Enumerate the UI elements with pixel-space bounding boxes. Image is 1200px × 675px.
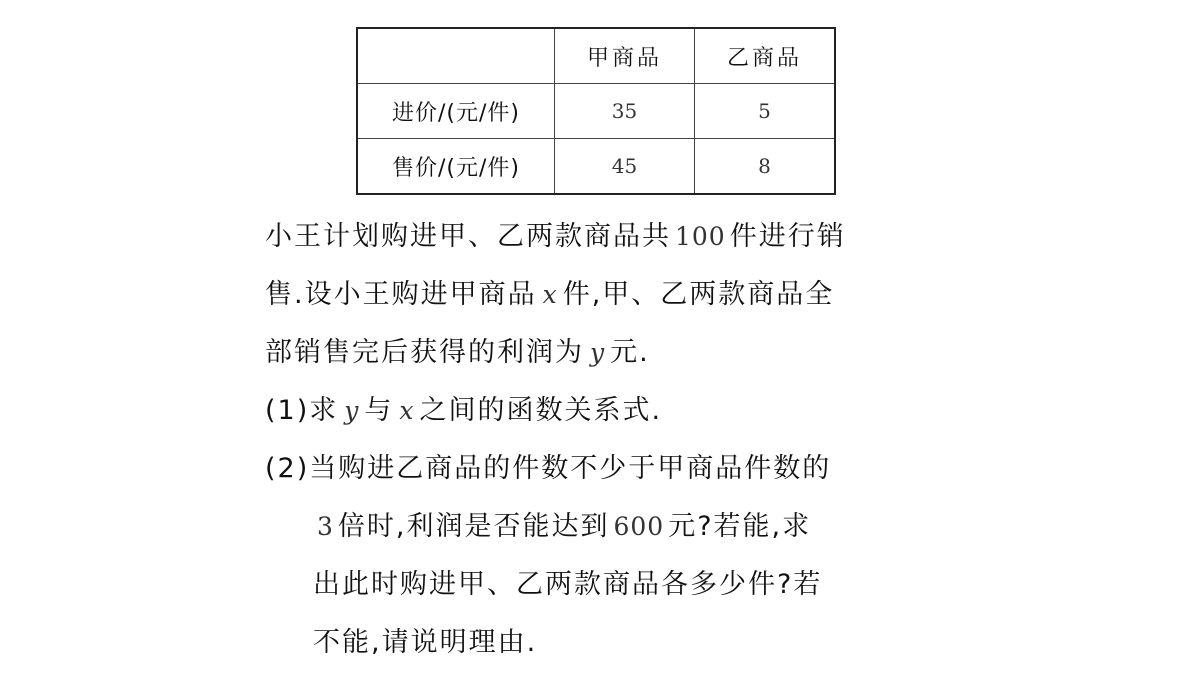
- problem-line-2: [265, 266, 945, 324]
- row-label-sale-price: 售价/(元/件): [357, 139, 555, 195]
- text-segment: 元?若能,求: [668, 511, 812, 542]
- table-row-sale-price: [357, 139, 835, 195]
- text-segment: 元.: [610, 337, 650, 368]
- cell-sale-price-b: 8: [695, 139, 836, 195]
- question-2-line-3: [265, 556, 945, 614]
- price-table: [356, 27, 836, 195]
- text-segment: (1)求: [265, 395, 339, 426]
- table-header-row: [357, 28, 835, 84]
- question-1: [265, 382, 945, 440]
- row-label-purchase-price: 进价/(元/件): [357, 84, 555, 139]
- text-segment: 不能,请说明理由.: [313, 627, 538, 658]
- table-corner-cell: [357, 28, 555, 84]
- problem-line-1: [265, 208, 945, 266]
- variable-y: y: [590, 338, 605, 367]
- question-2-line-4: [265, 614, 945, 672]
- number-600: 600: [613, 512, 665, 541]
- problem-text: [265, 208, 945, 672]
- variable-y: y: [344, 396, 359, 425]
- question-2-line-1: [265, 440, 945, 498]
- text-segment: 售.设小王购进甲商品: [265, 279, 537, 310]
- text-segment: 小王计划购进甲、乙两款商品共: [265, 221, 671, 252]
- cell-purchase-price-a: 35: [555, 84, 695, 139]
- text-segment: 件,甲、乙两款商品全: [562, 279, 835, 310]
- header-product-b: 乙商品: [695, 28, 836, 84]
- table-row-purchase-price: [357, 84, 835, 139]
- variable-x: x: [542, 280, 557, 309]
- number-100: 100: [675, 222, 726, 251]
- text-segment: 与: [364, 395, 394, 426]
- cell-sale-price-a: 45: [555, 139, 695, 195]
- text-segment: 件进行销: [729, 221, 846, 252]
- text-segment: 之间的函数关系式.: [419, 395, 663, 426]
- text-segment: 出此时购进甲、乙两款商品各多少件?若: [313, 569, 823, 600]
- cell-purchase-price-b: 5: [695, 84, 836, 139]
- question-2-line-2: [265, 498, 945, 556]
- text-segment: 倍时,利润是否能达到: [337, 511, 610, 542]
- text-segment: (2)当购进乙商品的件数不少于甲商品件数的: [265, 453, 832, 484]
- problem-line-3: [265, 324, 945, 382]
- text-segment: 部销售完后获得的利润为: [265, 337, 584, 368]
- variable-x: x: [399, 396, 414, 425]
- header-product-a: 甲商品: [555, 28, 695, 84]
- number-3: 3: [317, 512, 334, 541]
